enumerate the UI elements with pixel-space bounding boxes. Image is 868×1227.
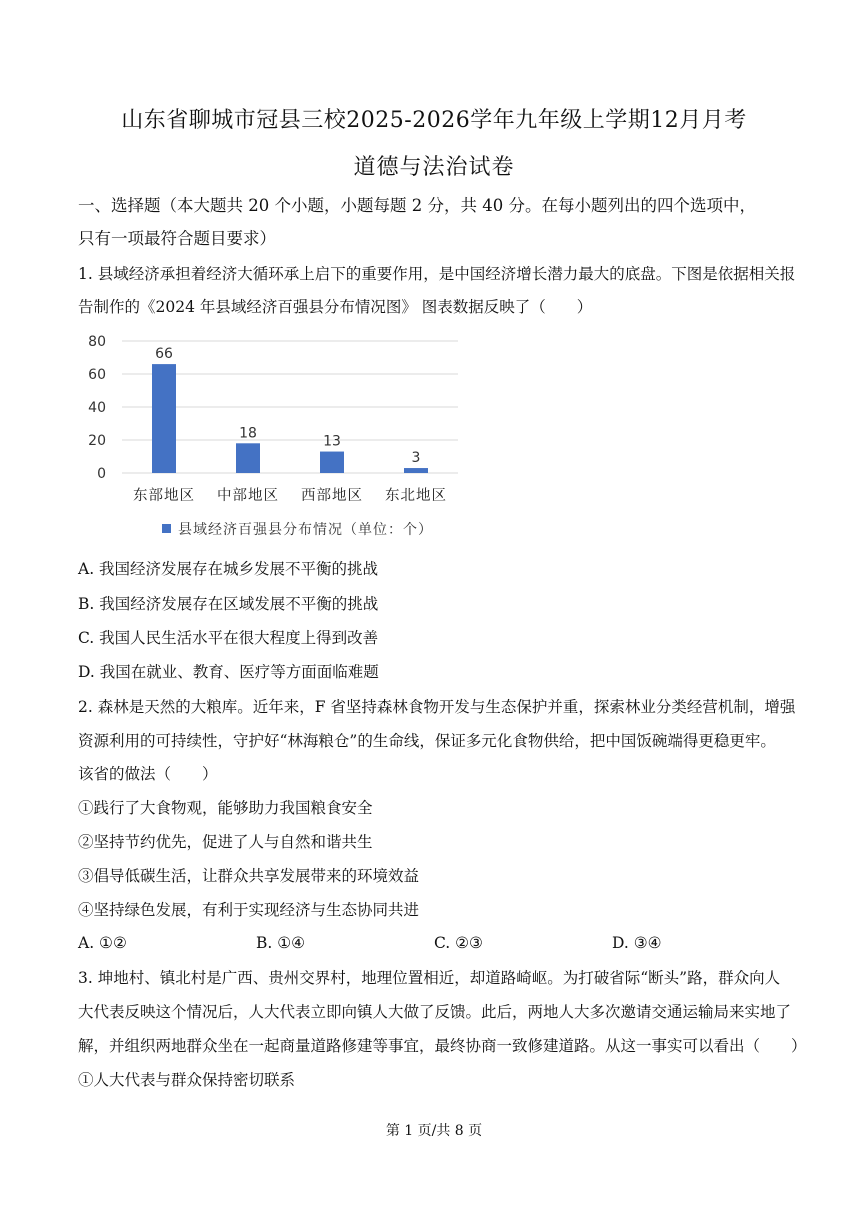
bar xyxy=(236,443,260,473)
x-tick-label: 西部地区 xyxy=(301,488,363,504)
q2-stem-line2: 资源利用的可持续性，守护好“林海粮仓”的生命线，保证多元化食物供给，把中国饭碗端得更稳更牢。 xyxy=(78,732,776,750)
q1-option-b: B. 我国经济发展存在区域发展不平衡的挑战 xyxy=(78,595,379,613)
chart-x-axis xyxy=(133,487,447,504)
q2-stem-line1: 2. 森林是天然的大粮库。近年来，F 省坚持森林食物开发与生态保护并重，探索林业分类经营机制，增强 xyxy=(78,698,796,716)
bar xyxy=(320,452,344,473)
q1-option-c: C. 我国人民生活水平在很大程度上得到改善 xyxy=(78,629,379,647)
data-label: 13 xyxy=(323,433,341,450)
legend-swatch xyxy=(162,524,171,533)
q3-stem-line2: 大代表反映这个情况后，人大代表立即向镇人大做了反馈。此后，两地人大多次邀请交通运输局来实地了 xyxy=(78,1003,792,1021)
q2-option-c: C. ②③ xyxy=(434,934,483,952)
x-tick-label: 中部地区 xyxy=(217,488,279,504)
q1-stem-line1: 1. 县域经济承担着经济大循环承上启下的重要作用，是中国经济增长潜力最大的底盘。下图是依据相关报 xyxy=(78,265,796,283)
y-tick-label: 80 xyxy=(88,334,106,350)
legend-label: 县域经济百强县分布情况（单位：个） xyxy=(178,522,433,538)
q3-stem-line1: 3. 坤地村、镇北村是广西、贵州交界村，地理位置相近，却道路崎岖。为打破省际“断头”路，群众向人 xyxy=(78,969,781,987)
chart-y-axis xyxy=(88,334,106,482)
chart-bars xyxy=(152,364,428,473)
q1-stem-line2: 告制作的《2024 年县域经济百强县分布情况图》 图表数据反映了（ ） xyxy=(78,298,593,316)
y-tick-label: 20 xyxy=(88,433,106,449)
section-heading-line1: 一、选择题（本大题共 20 个小题，小题每题 2 分，共 40 分。在每小题列出的四个选项中， xyxy=(78,196,756,215)
q3-stem-line3: 解，并组织两地群众坐在一起商量道路修建等事宜，最终协商一致修建道路。从这一事实可以看出（ ） xyxy=(78,1037,807,1055)
page-number: 第 1 页/共 8 页 xyxy=(385,1123,483,1139)
q1-option-d: D. 我国在就业、教育、医疗等方面面临难题 xyxy=(78,663,379,681)
q2-item-2: ②坚持节约优先，促进了人与自然和谐共生 xyxy=(78,833,373,851)
y-tick-label: 40 xyxy=(88,400,106,416)
exam-subtitle: 道德与法治试卷 xyxy=(353,155,515,180)
chart-data-labels xyxy=(155,346,420,466)
q1-option-a: A. 我国经济发展存在城乡发展不平衡的挑战 xyxy=(78,560,379,578)
bar xyxy=(404,468,428,473)
q2-item-4: ④坚持绿色发展，有利于实现经济与生态协同共进 xyxy=(78,901,420,919)
bar xyxy=(152,364,176,473)
q2-option-b: B. ①④ xyxy=(256,934,306,952)
x-tick-label: 东北地区 xyxy=(385,488,447,504)
q2-item-1: ①践行了大食物观，能够助力我国粮食安全 xyxy=(78,799,373,817)
x-tick-label: 东部地区 xyxy=(133,488,195,504)
section-heading-line2: 只有一项最符合题目要求） xyxy=(78,229,276,248)
q3-item-1: ①人大代表与群众保持密切联系 xyxy=(78,1071,296,1089)
y-tick-label: 60 xyxy=(88,367,106,383)
exam-title: 山东省聊城市冠县三校2025-2026学年九年级上学期12月月考 xyxy=(121,108,747,133)
y-tick-label: 0 xyxy=(97,466,106,482)
data-label: 3 xyxy=(411,450,421,467)
q2-option-d: D. ③④ xyxy=(612,934,662,952)
data-label: 18 xyxy=(239,425,257,442)
q2-option-a: A. ①② xyxy=(78,934,127,952)
chart-legend xyxy=(162,521,433,538)
q2-item-3: ③倡导低碳生活，让群众共享发展带来的环境效益 xyxy=(78,867,420,885)
data-label: 66 xyxy=(155,346,173,363)
q1-bar-chart xyxy=(80,325,480,550)
q2-stem-line3: 该省的做法（ ） xyxy=(78,765,218,783)
